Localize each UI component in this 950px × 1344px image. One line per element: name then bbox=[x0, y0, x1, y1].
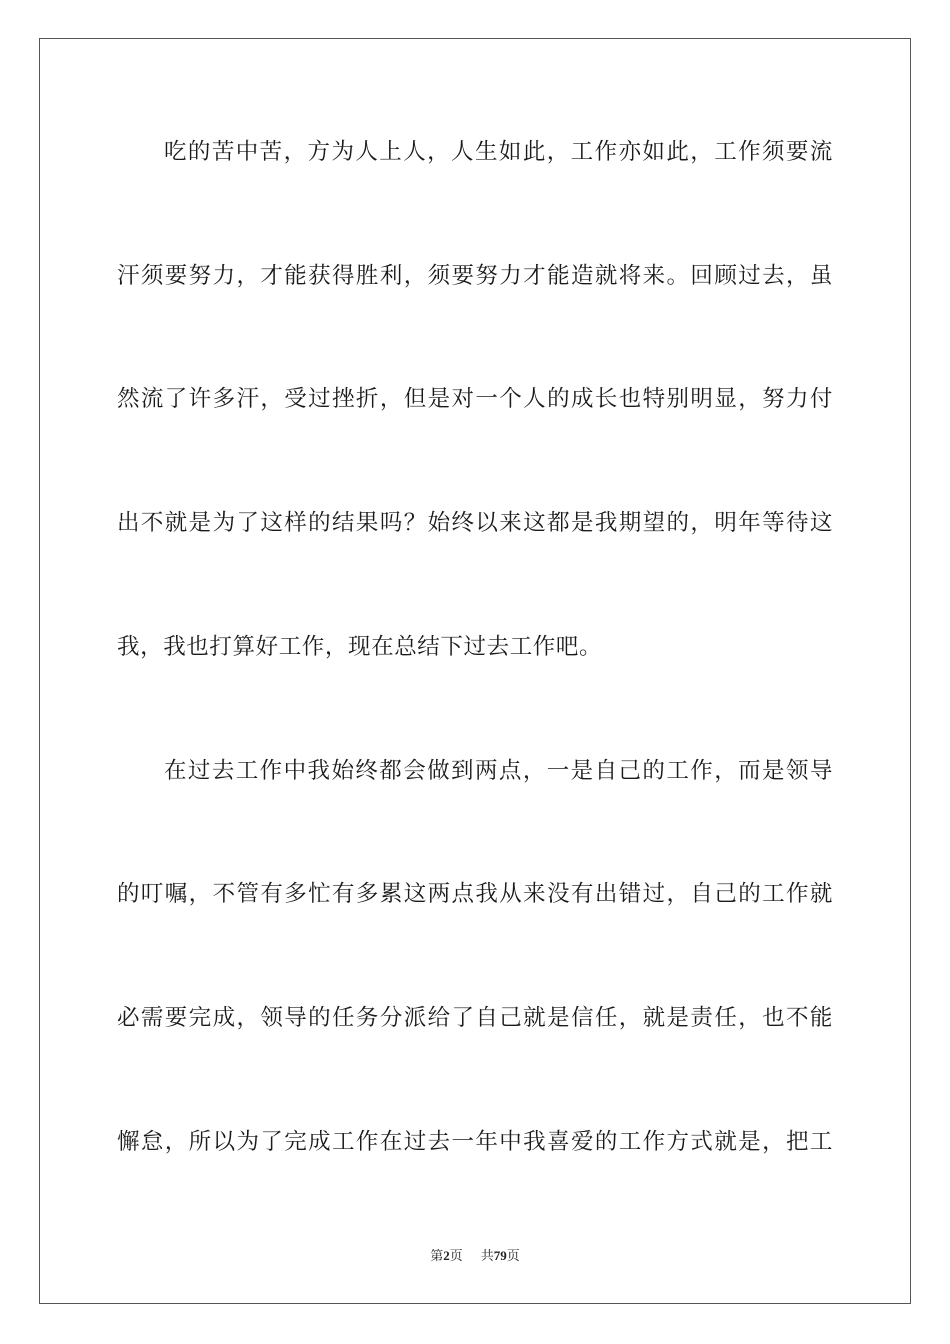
paragraph-2-line-3: 必需要完成，领导的任务分派给了自己就是信任，就是责任，也不能 bbox=[117, 1005, 833, 1031]
page-total: 79 bbox=[493, 1248, 507, 1263]
page-prefix: 第 bbox=[430, 1248, 444, 1263]
page-border bbox=[39, 38, 911, 1304]
page-footer bbox=[0, 1247, 950, 1265]
total-suffix: 页 bbox=[506, 1248, 520, 1263]
paragraph-2-line-4: 懈怠，所以为了完成工作在过去一年中我喜爱的工作方式就是，把工 bbox=[117, 1129, 833, 1155]
paragraph-1-line-4: 出不就是为了这样的结果吗？始终以来这都是我期望的，明年等待这 bbox=[117, 510, 833, 536]
paragraph-2-line-2: 的叮嘱，不管有多忙有多累这两点我从来没有出错过，自己的工作就 bbox=[117, 881, 833, 907]
paragraph-1-line-2: 汗须要努力，才能获得胜利，须要努力才能造就将来。回顾过去，虽 bbox=[117, 263, 833, 289]
page-current: 2 bbox=[443, 1248, 450, 1263]
paragraph-1-line-5: 我，我也打算好工作，现在总结下过去工作吧。 bbox=[117, 634, 603, 660]
total-prefix: 共 bbox=[480, 1248, 494, 1263]
paragraph-1-line-3: 然流了许多汗，受过挫折，但是对一个人的成长也特别明显，努力付 bbox=[117, 386, 833, 412]
paragraph-2-line-1: 在过去工作中我始终都会做到两点，一是自己的工作，而是领导 bbox=[164, 758, 833, 784]
paragraph-1-line-1: 吃的苦中苦，方为人上人，人生如此，工作亦如此，工作须要流 bbox=[164, 139, 833, 165]
page-suffix: 页 bbox=[449, 1248, 463, 1263]
